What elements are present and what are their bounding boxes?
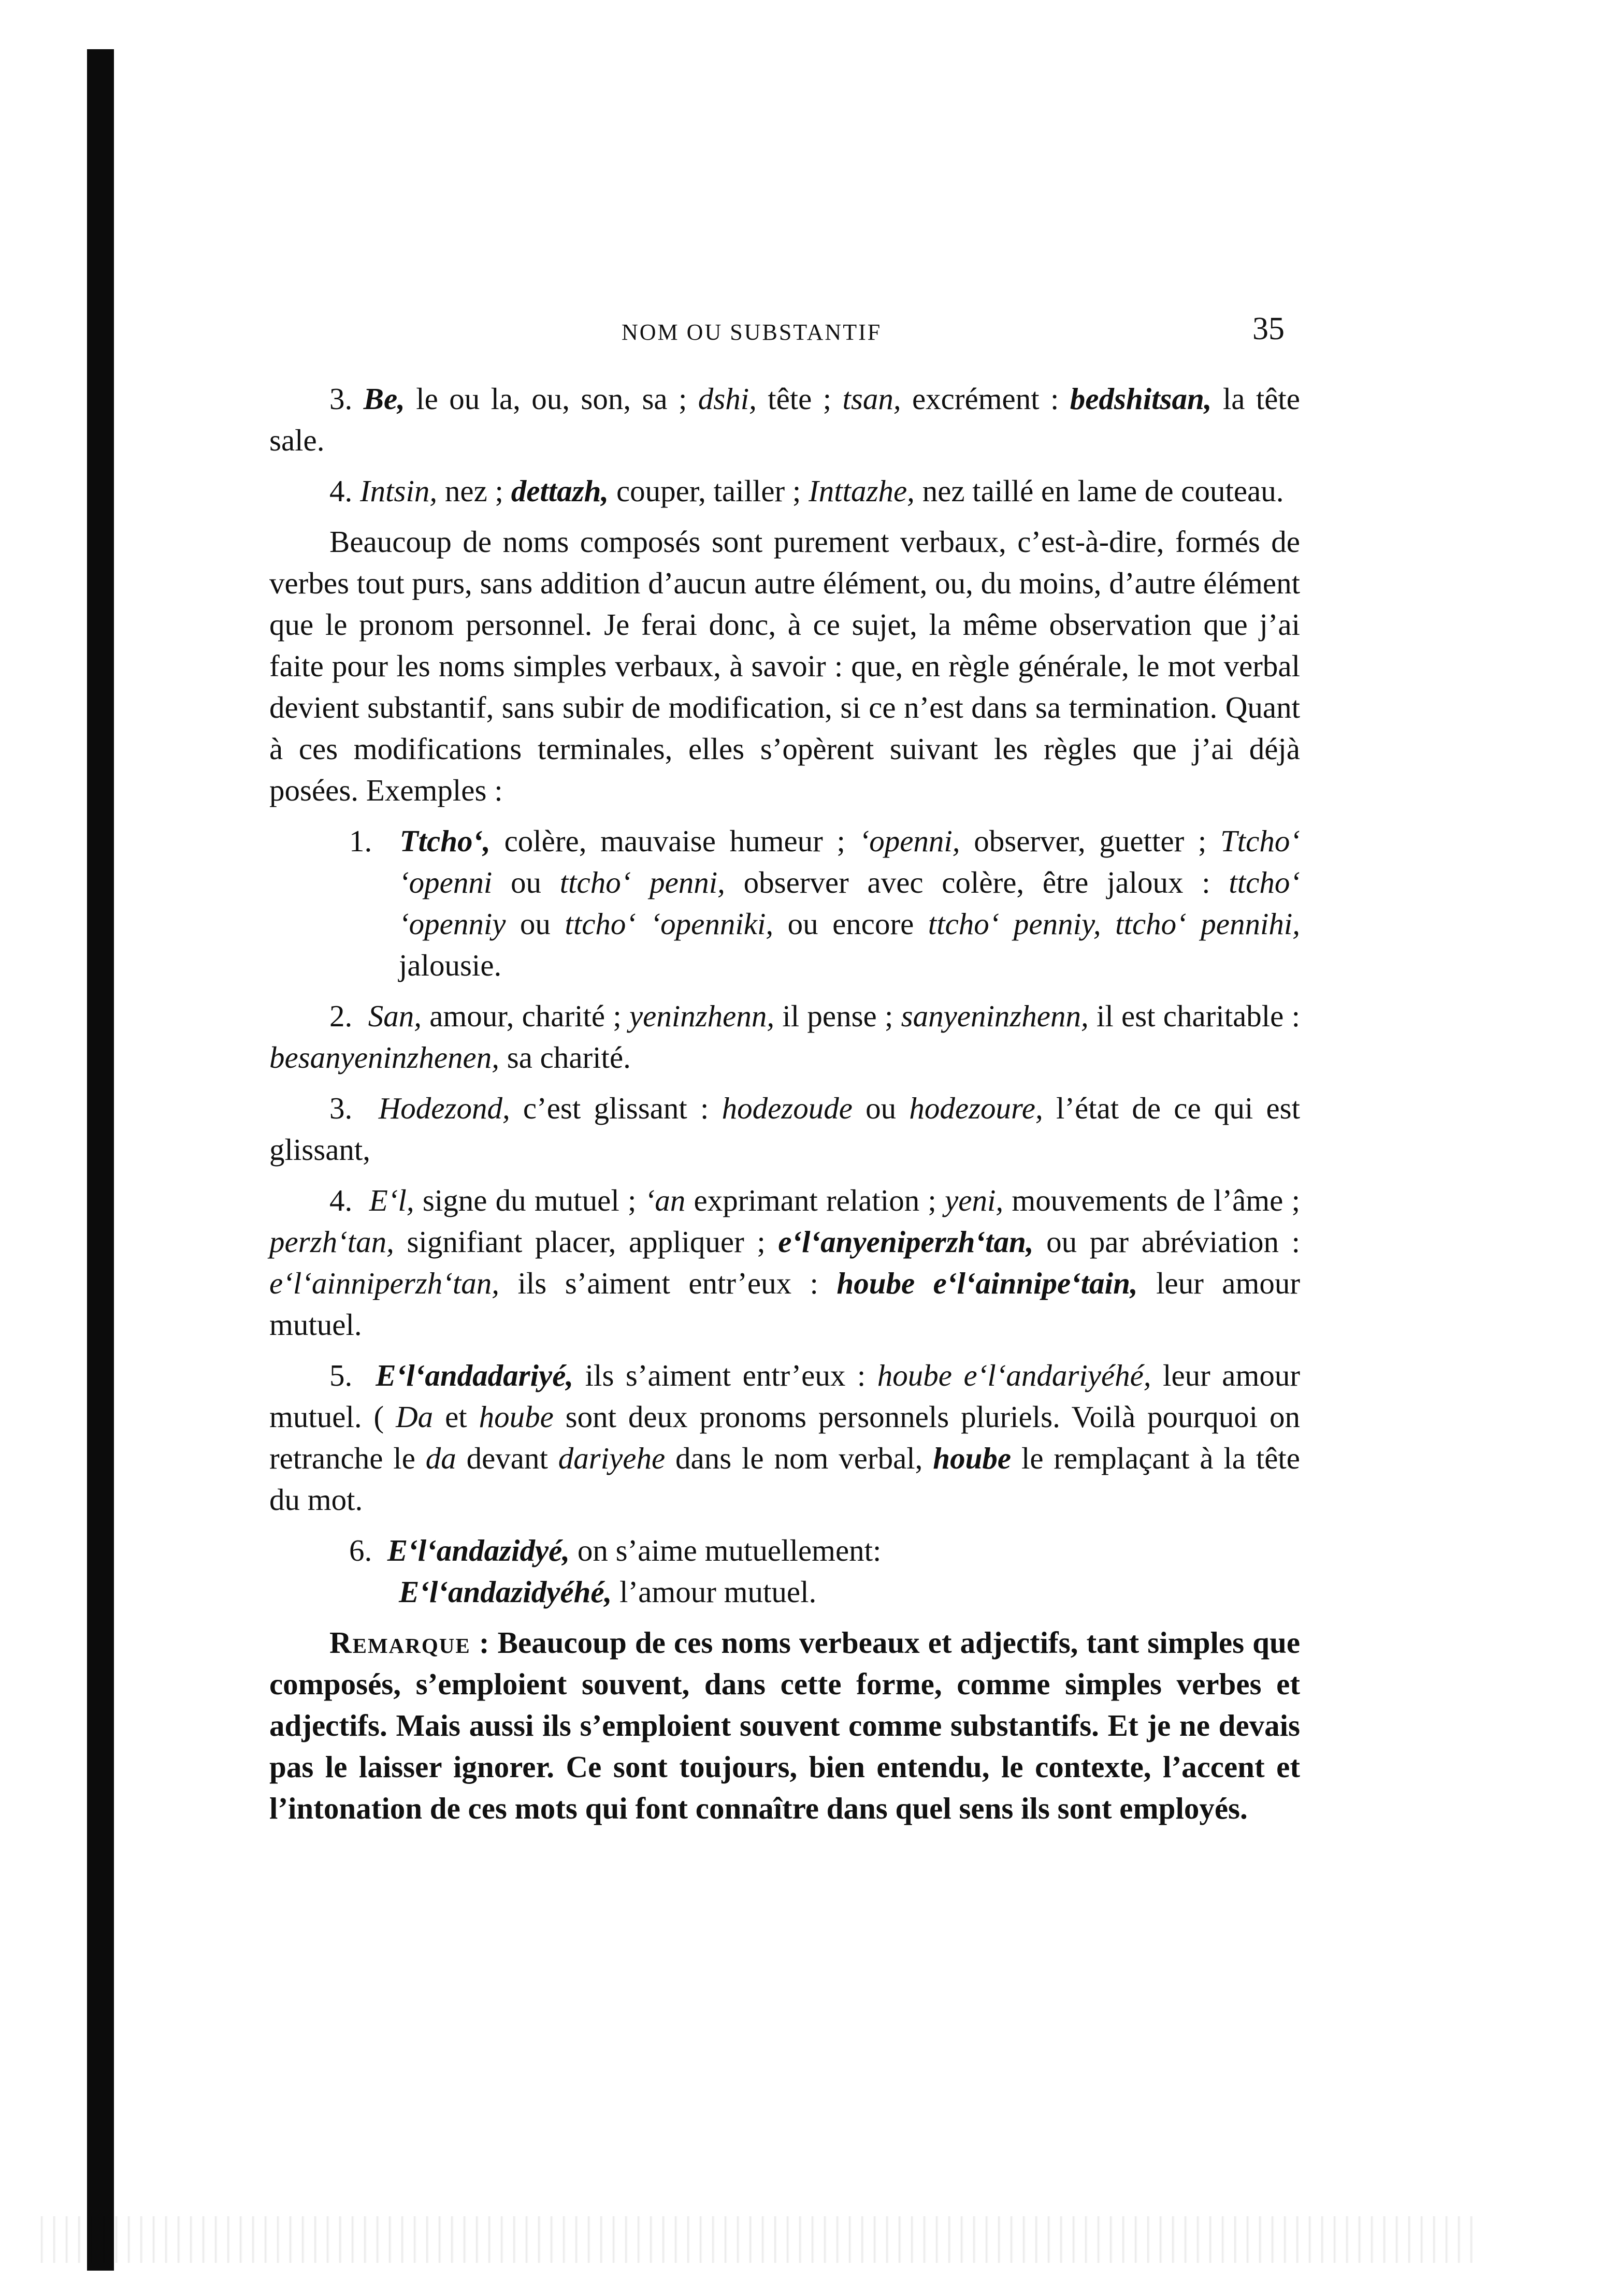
example-6: 6. E‘l‘andazidyé, on s’aime mutuellement: E‘l‘andazidyéhé, l’amour mutuel. — [269, 1530, 1300, 1612]
item-4: 4. Intsin, nez ; dettazh, couper, tailler ; Inttazhe, nez taillé en lame de couteau. — [329, 474, 1284, 508]
example-4: 4. E‘l, signe du mutuel ; ‘an exprimant relation ; yeni, mouvements de l’âme ; perzh‘tan, signifiant placer, appliquer ; e‘l‘anyeniperzh‘tan, ou par abréviation : e‘l‘ainniperzh‘tan, ils s’aiment entr’eux : hoube e‘l‘ainnipe‘tain, leur amour mutuel. — [269, 1183, 1301, 1342]
running-title: NOM OU SUBSTANTIF — [622, 319, 882, 345]
remark-paragraph: Remarque : Beaucoup de ces noms verbeaux et adjectifs, tant simples que composés, s’emploient souvent, dans cette forme, comme simples verbes et adjectifs. Mais aussi ils s’emploient souvent comme substantifs. Et je ne devais pas le laisser ignorer. Ce sont toujours, bien entendu, le contexte, l’accent et l’intonation de ces mots qui font connaître dans quel sens ils sont employés. — [269, 1625, 1301, 1825]
item-3: 3. Be, le ou la, ou, son, sa ; dshi, tête ; tsan, excrément : bedshitsan, la tête sale. — [269, 382, 1300, 457]
scan-noise-bottom — [31, 2216, 1481, 2263]
page-body — [269, 378, 1300, 1838]
page-header — [269, 311, 1295, 352]
example-1: 1. Ttcho‘, colère, mauvaise humeur ; ‘openni, observer, guetter ; Ttcho‘ ‘openni ou ttcho‘ penni, observer avec colère, être jaloux : ttcho‘ ‘openniy ou ttcho‘ ‘openniki, ou encore ttcho‘ penniy, ttcho‘ pennihi, jalousie. — [349, 824, 1301, 982]
example-6-line-2: E‘l‘andazidyéhé, l’amour mutuel. — [399, 1575, 817, 1609]
book-binding-edge — [87, 49, 114, 2271]
example-5: 5. E‘l‘andadariyé, ils s’aiment entr’eux : hoube e‘l‘andariyéhé, leur amour mutuel. ( Da et hoube sont deux pronoms personnels pluriels. Voilà pourquoi on retranche le da devant dariyehe dans le nom verbal, hoube le remplaçant à la tête du mot. — [269, 1358, 1301, 1517]
paragraph-composite-nouns: Beaucoup de noms composés sont purement verbaux, c’est-à-dire, formés de verbes tout purs, sans addition d’aucun autre élément, ou, du moins, d’autre élément que le pronom personnel. Je ferai donc, à ce sujet, la même observation que j’ai faite pour les noms simples verbaux, à savoir : que, en règle générale, le mot verbal devient substantif, sans subir de modification, si ce n’est dans sa termination. Quant à ces modifications terminales, elles s’opèrent suivant les règles que j’ai déjà posées. Exemples : — [269, 525, 1300, 807]
page-number: 35 — [1252, 311, 1285, 346]
example-2: 2. San, amour, charité ; yeninzhenn, il pense ; sanyeninzhenn, il est charitable : besanyeninzhenen, sa charité. — [269, 999, 1300, 1074]
example-3: 3. Hodezond, c’est glissant : hodezoude ou hodezoure, l’état de ce qui est glissant, — [269, 1091, 1301, 1167]
